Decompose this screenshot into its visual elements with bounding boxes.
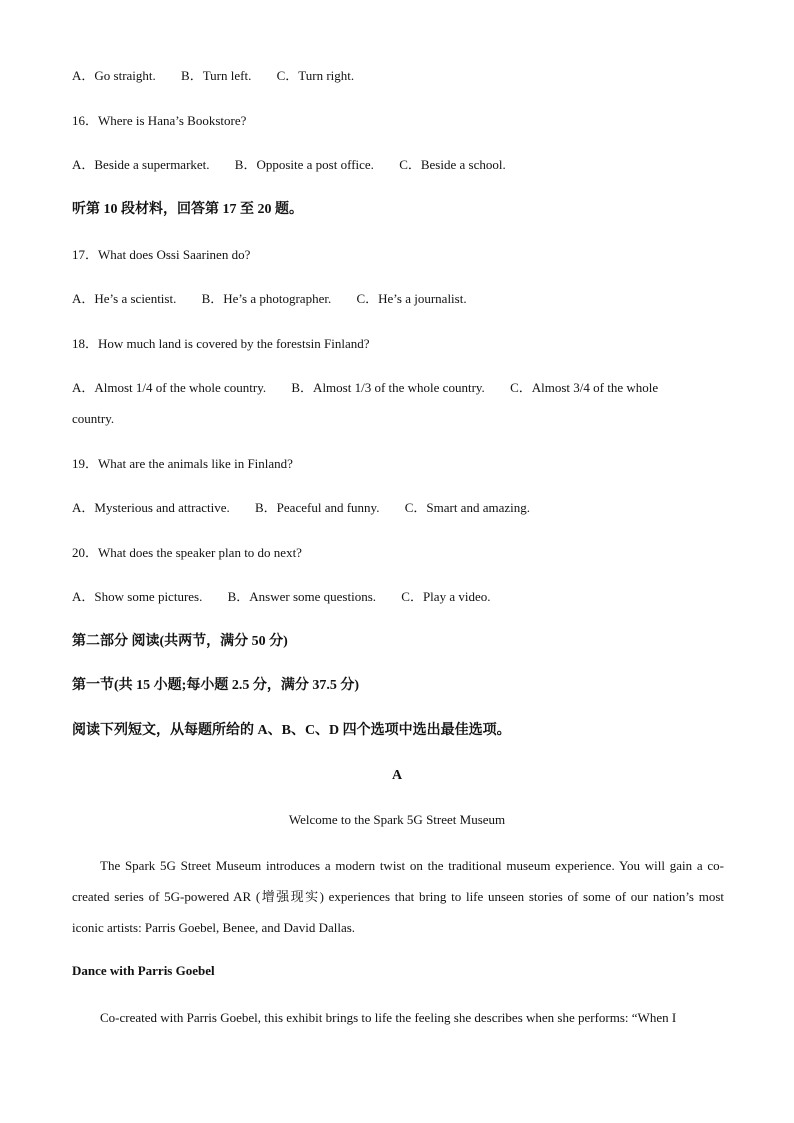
q18-question: 18．How much land is covered by the forestsin Finland? [72, 336, 370, 351]
q18-options [72, 379, 658, 397]
q18-option-a: A．Almost 1/4 of the whole country. [72, 380, 267, 395]
q19-option-b: B．Peaceful and funny. [255, 500, 380, 515]
q18-option-c-wrap: country. [72, 411, 115, 426]
reading-instruction: 阅读下列短文，从每题所给的 A、B、C、D 四个选项中选出最佳选项。 [72, 723, 511, 738]
q15-option-c: C．Turn right. [276, 68, 355, 83]
q17-option-c: C．He’s a journalist. [356, 291, 467, 306]
q17-options [72, 290, 489, 308]
q16-option-a: A．Beside a supermarket. [72, 157, 210, 172]
q18-option-b: B．Almost 1/3 of the whole country. [291, 380, 485, 395]
q15-options [72, 67, 376, 85]
q18-option-c: C．Almost 3/4 of the whole [510, 380, 659, 395]
q19-options [72, 499, 552, 517]
q19-option-c: C．Smart and amazing. [404, 500, 530, 515]
q19-option-a: A．Mysterious and attractive. [72, 500, 230, 515]
q16-option-c: C．Beside a school. [399, 157, 506, 172]
passage-letter: A [391, 768, 403, 783]
passage-paragraph-2: Co-created with Parris Goebel, this exhibit brings to life the feeling she describes when she performs: “When I [100, 1010, 677, 1025]
q17-question: 17．What does Ossi Saarinen do? [72, 247, 251, 262]
q16-option-b: B．Opposite a post office. [234, 157, 374, 172]
q20-option-b: B．Answer some questions. [227, 589, 377, 604]
q20-options [72, 588, 512, 606]
q20-question: 20．What does the speaker plan to do next? [72, 545, 302, 560]
q17-option-a: A．He’s a scientist. [72, 291, 177, 306]
q17-option-b: B．He’s a photographer. [201, 291, 332, 306]
passage-title: Welcome to the Spark 5G Street Museum [288, 812, 506, 827]
section1-heading: 第一节(共 15 小题;每小题 2.5 分，满分 37.5 分) [72, 678, 359, 693]
q16-options [72, 156, 528, 174]
passage-intro-paragraph: The Spark 5G Street Museum introduces a modern twist on the traditional museum experience. You will gain a co-created series of 5G-powered AR (增强现实) experiences that bring to life unseen stories of some of our nation’s most iconic artists: Parris Goebel, Benee, and David Dallas. [72, 858, 724, 935]
passage-subheading: Dance with Parris Goebel [72, 963, 215, 978]
q19-question: 19．What are the animals like in Finland? [72, 456, 293, 471]
q16-question: 16．Where is Hana’s Bookstore? [72, 113, 247, 128]
q15-option-a: A．Go straight. [72, 68, 156, 83]
section10-heading: 听第 10 段材料，回答第 17 至 20 题。 [72, 202, 303, 217]
q15-option-b: B．Turn left. [181, 68, 252, 83]
q20-option-c: C．Play a video. [401, 589, 491, 604]
part2-heading: 第二部分 阅读(共两节，满分 50 分) [72, 634, 288, 649]
q20-option-a: A．Show some pictures. [72, 589, 203, 604]
